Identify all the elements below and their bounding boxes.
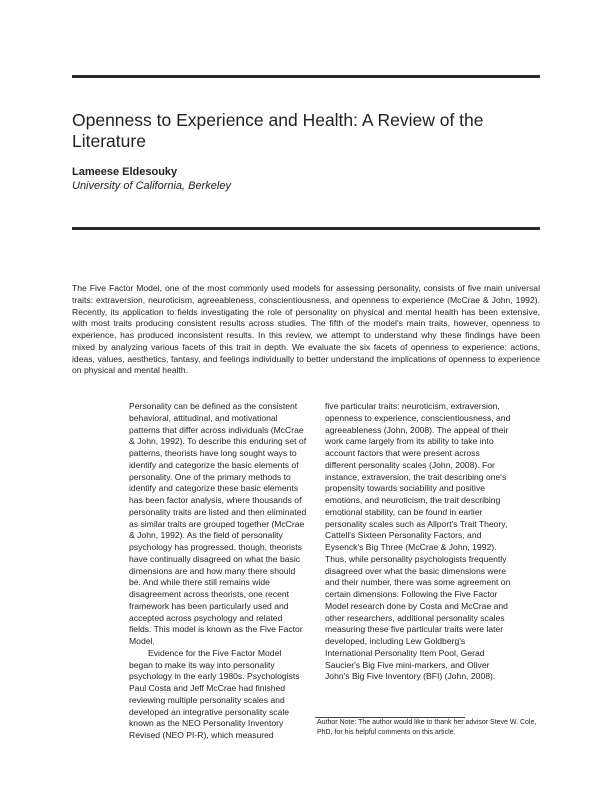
body-paragraph: Personality can be defined as the consistent behavioral, attitudinal, and motivational patterns that differ across individuals (McCrae & John, 1992). To describe this enduring set of patterns, theorists have long sought ways to identify and categorize the basic elements of personality. One of the primary methods to identify and categorize these basic elements has been factor analysis, where thousands of personality traits are listed and then eliminated as similar traits are grouped together (McCrae & John, 1992). As the field of personality psychology has progressed, though, theorists have continually disagreed on what the basic dimensions are and how many there should be. And while there still remains wide disagreement across theorists, one recent framework has been particularly used and accepted across psychology and related fields. This model is known as the Five Factor Model. — [129, 401, 307, 646]
right-column — [325, 401, 511, 683]
body-paragraph: Evidence for the Five Factor Model began to make its way into personality psychology in the early 1980s. Psychologists Paul Costa and Jeff McCrae had finished reviewing multiple personality scales and developed an integrative personality scale known as the NEO Personality Inventory Revised (NEO PI-R), which measured — [129, 647, 300, 740]
body-paragraph: five particular traits: neuroticism, extraversion, openness to experience, conscientiousness, and agreeableness (John, 2008). The appeal of their work came largely from its ability to take into account factors that were present across different personality scales (John, 2008). For instance, extraversion, the trait describing one's propensity towards sociability and positive emotions, and neuroticism, the trait describing emotional stability, can be found in earlier personality scales such as Allport's Trait Theory, Cattell's Sixteen Personality Factors, and Eysenck's Big Three (McCrae & John, 1992). Thus, while personality psychologists frequently disagreed over what the basic dimensions were and their number, there was some agreement on certain dimensions. Following the Five Factor Model research done by Costa and McCrae and other researchers, additional personality scales measuring these five particular traits were later developed, including Lew Goldberg's International Personality Item Pool, Gerad Saucier's Big Five mini-markers, and Oliver John's Big Five Inventory (BFI) (John, 2008). — [325, 401, 511, 682]
author-affiliation: University of California, Berkeley — [72, 180, 231, 192]
left-column — [129, 401, 307, 742]
author-note: Author Note: The author would like to thank her advisor Steve W. Cole, PhD, for his helpful comments on this article. — [317, 719, 537, 736]
title-block-rule — [72, 227, 540, 230]
abstract: The Five Factor Model, one of the most commonly used models for assessing personality, consists of five main universal traits: extraversion, neuroticism, agreeableness, conscientiousness, and openness to experience (McCrae & John, 1992). Recently, its application to fields investigating the role of personality on physical and mental health has been extensive, with most traits producing consistent results across studies. The fifth of the model's main traits, however, openness to experience, has produced inconsistent results. In this review, we attempt to understand why these findings have been mixed by analyzing various facets of this trait in depth. We evaluate the six facets of openness to experience: actions, ideas, values, aesthetics, fantasy, and feelings individually to better understand the implications of openness to experience on physical and mental health. — [72, 283, 540, 376]
header-rule — [72, 75, 540, 78]
author-name: Lameese Eldesouky — [72, 166, 178, 178]
paper-title: Openness to Experience and Health: A Review of the Literature — [72, 110, 484, 151]
